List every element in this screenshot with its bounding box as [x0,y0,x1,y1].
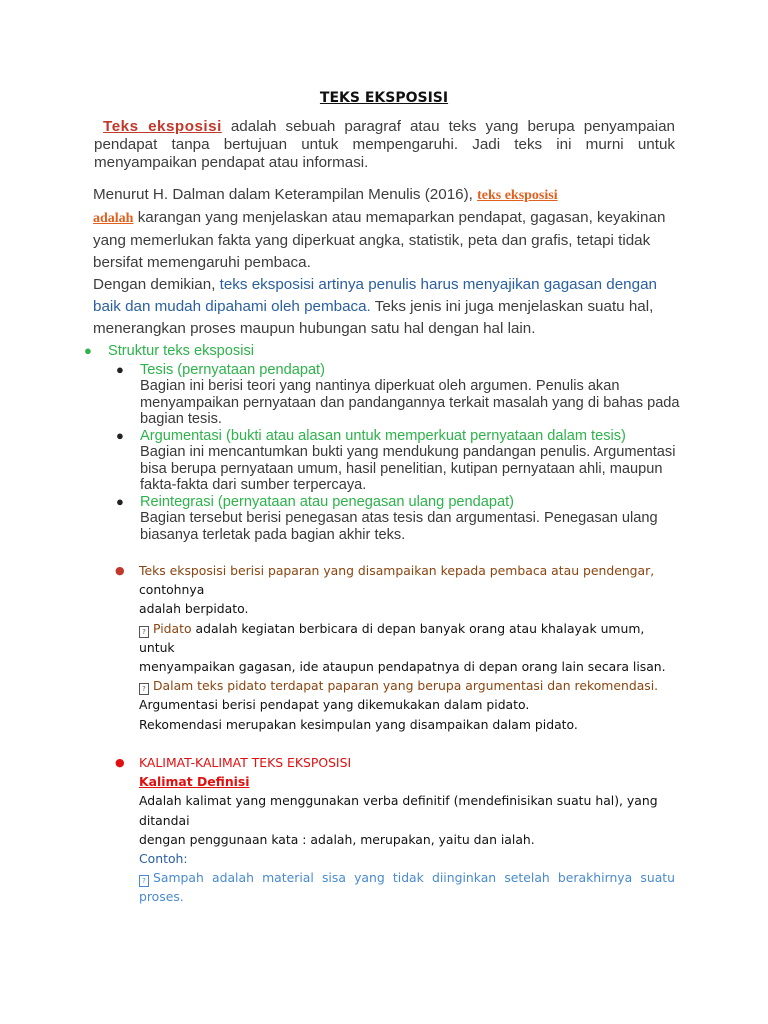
structure-item-body: Bagian ini mencantumkan bukti yang mendukung pandangan penulis. Argumentasi bisa berupa pernyataan umum, hasil penelitian, kutipan pernyataan ahli, maupun fakta-fakta dari sumber terpercaya. [140,444,676,493]
section2-pidato-line [139,619,675,638]
section2-line-2: adalah berpidato. [139,601,249,617]
section3-example [139,868,675,906]
bullet-icon: ● [116,361,124,377]
section2-line-1b: contohnya [139,582,205,598]
kalimat-section [115,753,675,907]
structure-item-body: Bagian ini berisi teori yang nantinya diperkuat oleh argumen. Penulis akan menyampaikan pernyataan dan pandangannya terkait masalah yang di bahas pada bagian tesis. [140,378,680,427]
dalman-paragraph [93,184,683,340]
structure-heading: Struktur teks eksposisi [108,343,254,359]
dalman-keyword-1: teks eksposisi [477,188,558,203]
intro-text: adalah sebuah paragraf atau teks yang berupa penyampaian pendapat tanpa bertujuan untuk mempengaruhi. Jadi teks ini murni untuk menyampaikan pendapat atau informasi. [94,118,675,171]
structure-item-label: Tesis (pernyataan pendapat) [140,361,325,378]
checkbox-glyph-icon: ? [139,683,149,695]
bullet-icon: ● [115,756,125,769]
section2-line-5 [139,676,675,695]
intro-paragraph [94,118,675,172]
pidato-keyword: Pidato [153,620,192,636]
section3-contoh: Contoh: [139,851,188,867]
structure-item [84,362,684,428]
section2-line-1: Teks eksposisi berisi paparan yang disampaikan kepada pembaca atau pendengar, [139,563,655,578]
structure-heading-row [84,343,684,360]
bullet-icon: ● [116,427,124,443]
checkbox-glyph-icon: ? [139,875,149,887]
bullet-icon: ● [116,493,124,509]
pidato-section [115,561,675,734]
section3-def-1b: ditandai [139,812,190,828]
intro-keyword: Teks eksposisi [103,118,222,135]
structure-item-label: Argumentasi (bukti atau alasan untuk memperkuat pernyataan dalam tesis) [140,427,626,444]
section3-subheading: Kalimat Definisi [139,774,250,790]
pidato-rest: adalah kegiatan berbicara di depan banyak orang atau khalayak umum, [191,620,645,636]
dalman-lead: Menurut H. Dalman dalam Keterampilan Menulis (2016), [93,186,478,203]
structure-list [84,343,684,543]
dalman-keyword-2: adalah [93,211,134,226]
section2-line-5-text: Dalam teks pidato terdapat paparan yang berupa argumentasi dan rekomendasi. [153,678,659,694]
section2-pidato-line-b: untuk [139,639,175,655]
structure-item [84,428,684,494]
section2-line-7: Rekomendasi merupakan kesimpulan yang disampaikan dalam pidato. [139,716,578,732]
page-title: TEKS EKSPOSISI [319,90,449,106]
dalman-blue-text: teks eksposisi artinya penulis harus menyajikan gagasan dengan baik dan mudah dipahami oleh pembaca. [93,276,657,315]
checkbox-glyph-icon: ? [139,626,149,638]
section3-def-1: Adalah kalimat yang menggunakan verba definitif (mendefinisikan suatu hal), yang [139,793,658,809]
bullet-icon: ● [84,343,92,358]
section2-line-4: menyampaikan gagasan, ide ataupun pendapatnya di depan orang lain secara lisan. [139,659,666,675]
structure-item-label: Reintegrasi (pernyataan atau penegasan ulang pendapat) [140,493,515,510]
structure-item [84,494,684,544]
section3-heading: KALIMAT-KALIMAT TEKS EKSPOSISI [139,755,352,770]
section3-example-text: Sampah adalah material sisa yang tidak diinginkan setelah berakhirnya suatu proses. [139,870,675,905]
section2-line-6: Argumentasi berisi pendapat yang dikemukakan dalam pidato. [139,697,530,713]
dalman-rest-2: Teks jenis ini juga menjelaskan suatu hal, menerangkan proses maupun hubungan satu hal dengan hal lain. [93,298,654,337]
section3-def-2: dengan penggunaan kata : adalah, merupakan, yaitu dan ialah. [139,831,535,847]
structure-item-body: Bagian tersebut berisi penegasan atas tesis dan argumentasi. Penegasan ulang biasanya terletak pada bagian akhir teks. [140,510,658,543]
dalman-lead-2: Dengan demikian, [93,276,220,293]
dalman-rest: karangan yang menjelaskan atau memaparkan pendapat, gagasan, keyakinan yang memerlukan fakta yang diperkuat angka, statistik, peta dan grafis, tetapi tidak bersifat memengaruhi pembaca. [93,209,666,271]
bullet-icon: ● [115,564,125,577]
